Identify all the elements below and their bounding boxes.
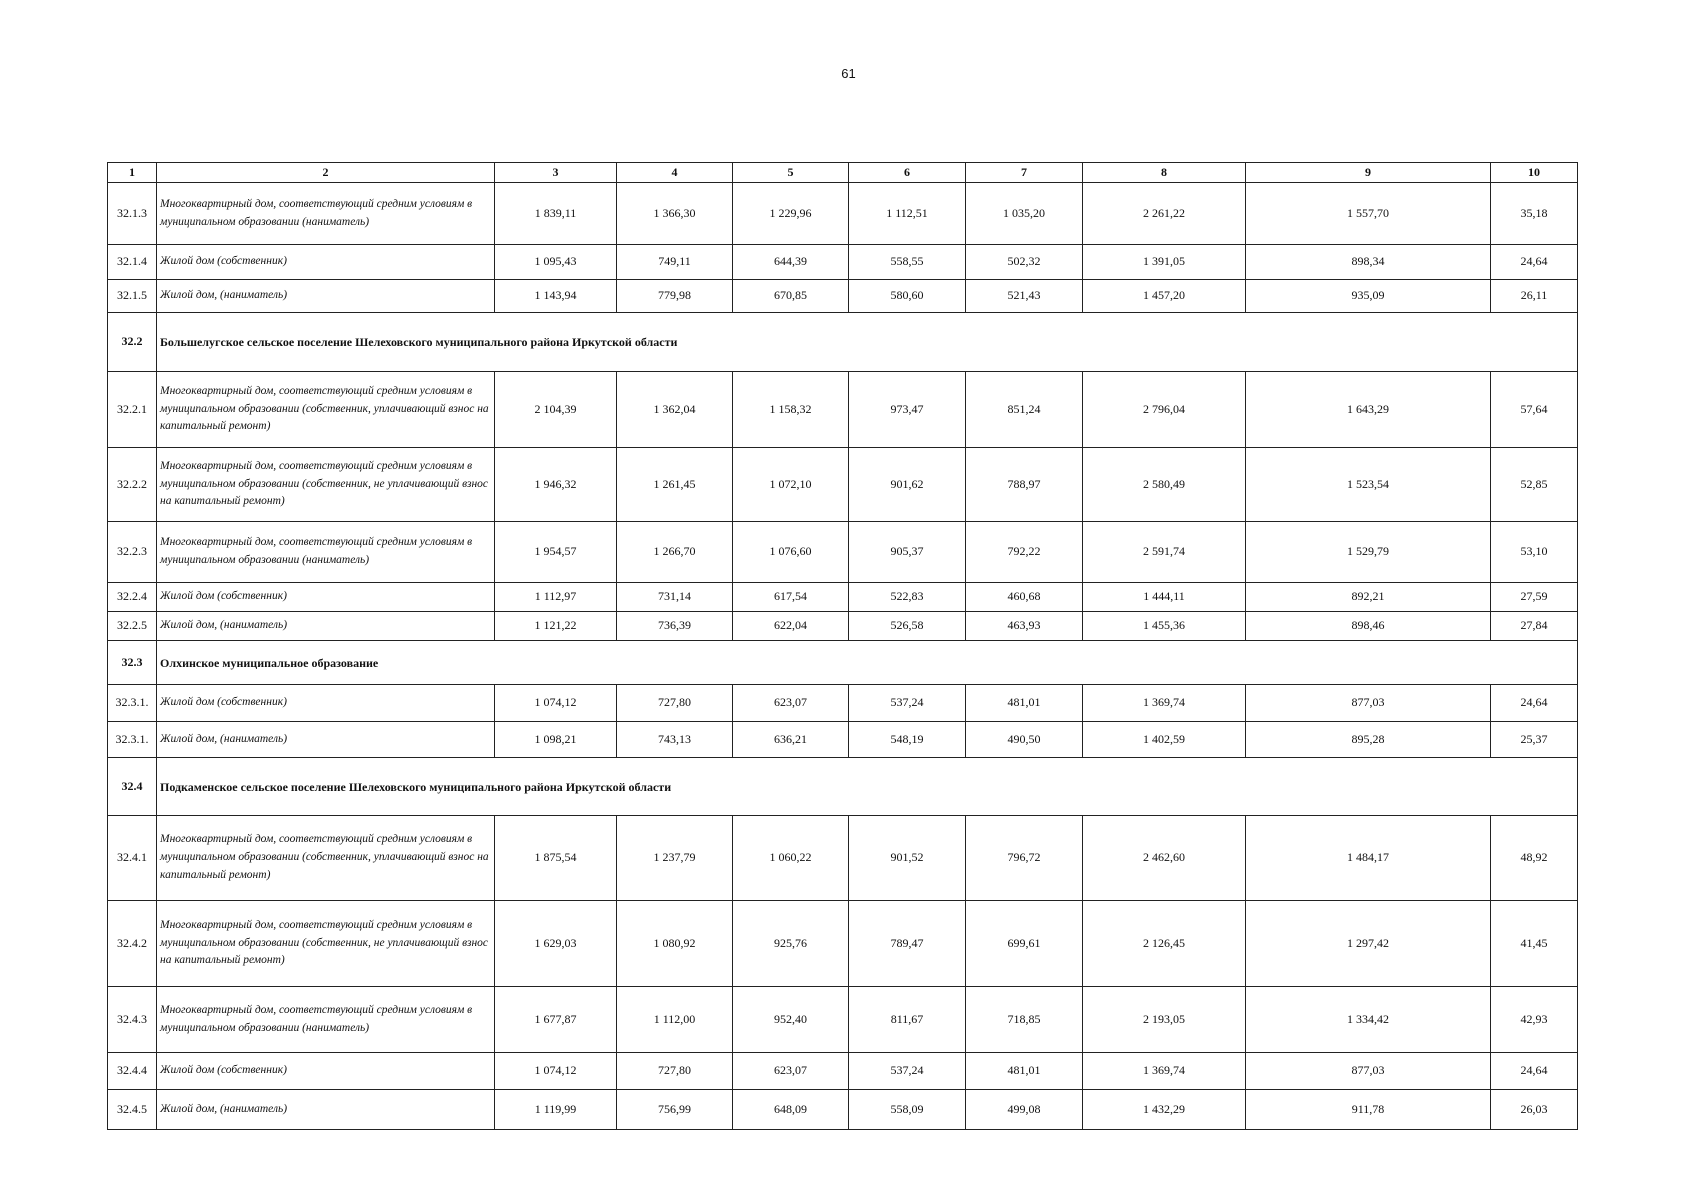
value-cell: 1 072,10 [733,448,849,522]
section-row [108,313,1578,372]
row-code: 32.4.5 [108,1090,157,1130]
value-cell: 877,03 [1246,1053,1491,1090]
value-cell: 26,11 [1491,280,1578,313]
row-code: 32.2.1 [108,372,157,448]
value-cell: 895,28 [1246,722,1491,758]
value-cell: 727,80 [617,685,733,722]
value-cell: 1 677,87 [495,987,617,1053]
table-row [108,280,1578,313]
value-cell: 526,58 [849,612,966,641]
table-row [108,987,1578,1053]
value-cell: 1 369,74 [1083,1053,1246,1090]
value-cell: 1 095,43 [495,245,617,280]
table-row [108,816,1578,901]
value-cell: 1 098,21 [495,722,617,758]
section-row [108,758,1578,816]
row-description: Жилой дом, (наниматель) [157,612,495,641]
row-description: Многоквартирный дом, соответствующий средним условиям в муниципальном образовании (наниматель) [157,987,495,1053]
column-header: 3 [495,163,617,183]
row-code: 32.2.3 [108,522,157,583]
table-row [108,583,1578,612]
section-name: Олхинское муниципальное образование [157,641,1578,685]
column-header: 1 [108,163,157,183]
value-cell: 35,18 [1491,183,1578,245]
value-cell: 24,64 [1491,685,1578,722]
value-cell: 644,39 [733,245,849,280]
row-description: Многоквартирный дом, соответствующий средним условиям в муниципальном образовании (собственник, уплачивающий взнос на капитальный ремонт) [157,372,495,448]
value-cell: 1 112,00 [617,987,733,1053]
value-cell: 736,39 [617,612,733,641]
table-row [108,372,1578,448]
value-cell: 2 261,22 [1083,183,1246,245]
value-cell: 2 193,05 [1083,987,1246,1053]
value-cell: 460,68 [966,583,1083,612]
value-cell: 502,32 [966,245,1083,280]
table-row [108,183,1578,245]
value-cell: 617,54 [733,583,849,612]
row-description: Многоквартирный дом, соответствующий средним условиям в муниципальном образовании (собственник, уплачивающий взнос на капитальный ремонт) [157,816,495,901]
value-cell: 1 366,30 [617,183,733,245]
section-name: Большелугское сельское поселение Шелеховского муниципального района Иркутской области [157,313,1578,372]
value-cell: 622,04 [733,612,849,641]
value-cell: 1 035,20 [966,183,1083,245]
value-cell: 1 643,29 [1246,372,1491,448]
column-header: 10 [1491,163,1578,183]
value-cell: 537,24 [849,685,966,722]
column-header: 4 [617,163,733,183]
value-cell: 2 796,04 [1083,372,1246,448]
value-cell: 558,55 [849,245,966,280]
value-cell: 1 080,92 [617,901,733,987]
value-cell: 727,80 [617,1053,733,1090]
value-cell: 811,67 [849,987,966,1053]
value-cell: 499,08 [966,1090,1083,1130]
value-cell: 48,92 [1491,816,1578,901]
value-cell: 1 457,20 [1083,280,1246,313]
value-cell: 1 369,74 [1083,685,1246,722]
row-code: 32.1.3 [108,183,157,245]
value-cell: 1 074,12 [495,685,617,722]
value-cell: 1 444,11 [1083,583,1246,612]
value-cell: 42,93 [1491,987,1578,1053]
value-cell: 623,07 [733,1053,849,1090]
value-cell: 1 266,70 [617,522,733,583]
value-cell: 636,21 [733,722,849,758]
row-description: Жилой дом, (наниматель) [157,1090,495,1130]
value-cell: 1 523,54 [1246,448,1491,522]
value-cell: 718,85 [966,987,1083,1053]
table-row [108,522,1578,583]
row-description: Жилой дом (собственник) [157,1053,495,1090]
table-body [108,183,1578,1130]
value-cell: 1 076,60 [733,522,849,583]
column-header: 6 [849,163,966,183]
value-cell: 490,50 [966,722,1083,758]
value-cell: 699,61 [966,901,1083,987]
row-code: 32.4.2 [108,901,157,987]
value-cell: 1 946,32 [495,448,617,522]
row-code: 32.1.4 [108,245,157,280]
row-code: 32.2 [108,313,157,372]
row-description: Многоквартирный дом, соответствующий средним условиям в муниципальном образовании (собственник, не уплачивающий взнос на капитальный ремонт) [157,901,495,987]
value-cell: 792,22 [966,522,1083,583]
value-cell: 53,10 [1491,522,1578,583]
value-cell: 1 119,99 [495,1090,617,1130]
value-cell: 1 112,51 [849,183,966,245]
value-cell: 1 074,12 [495,1053,617,1090]
row-code: 32.3.1. [108,722,157,758]
value-cell: 41,45 [1491,901,1578,987]
value-cell: 1 297,42 [1246,901,1491,987]
value-cell: 1 557,70 [1246,183,1491,245]
value-cell: 1 158,32 [733,372,849,448]
value-cell: 1 402,59 [1083,722,1246,758]
value-cell: 731,14 [617,583,733,612]
row-description: Многоквартирный дом, соответствующий средним условиям в муниципальном образовании (наниматель) [157,522,495,583]
table-row [108,245,1578,280]
row-code: 32.3 [108,641,157,685]
row-description: Жилой дом, (наниматель) [157,722,495,758]
column-header: 8 [1083,163,1246,183]
value-cell: 1 229,96 [733,183,849,245]
value-cell: 481,01 [966,1053,1083,1090]
value-cell: 743,13 [617,722,733,758]
row-description: Жилой дом (собственник) [157,245,495,280]
row-code: 32.3.1. [108,685,157,722]
value-cell: 623,07 [733,685,849,722]
value-cell: 892,21 [1246,583,1491,612]
tariff-table [107,162,1578,1130]
page-number: 61 [841,66,856,81]
header-row [108,163,1578,183]
value-cell: 756,99 [617,1090,733,1130]
value-cell: 481,01 [966,685,1083,722]
value-cell: 1 839,11 [495,183,617,245]
value-cell: 548,19 [849,722,966,758]
value-cell: 898,46 [1246,612,1491,641]
value-cell: 2 591,74 [1083,522,1246,583]
value-cell: 1 112,97 [495,583,617,612]
value-cell: 463,93 [966,612,1083,641]
row-description: Многоквартирный дом, соответствующий средним условиям в муниципальном образовании (наниматель) [157,183,495,245]
row-description: Многоквартирный дом, соответствующий средним условиям в муниципальном образовании (собственник, не уплачивающий взнос на капитальный ремонт) [157,448,495,522]
value-cell: 1 362,04 [617,372,733,448]
value-cell: 905,37 [849,522,966,583]
value-cell: 1 629,03 [495,901,617,987]
row-code: 32.2.2 [108,448,157,522]
value-cell: 1 391,05 [1083,245,1246,280]
value-cell: 749,11 [617,245,733,280]
value-cell: 1 529,79 [1246,522,1491,583]
value-cell: 1 455,36 [1083,612,1246,641]
row-code: 32.4 [108,758,157,816]
value-cell: 648,09 [733,1090,849,1130]
value-cell: 2 462,60 [1083,816,1246,901]
value-cell: 2 580,49 [1083,448,1246,522]
value-cell: 1 121,22 [495,612,617,641]
value-cell: 1 060,22 [733,816,849,901]
value-cell: 52,85 [1491,448,1578,522]
value-cell: 779,98 [617,280,733,313]
value-cell: 670,85 [733,280,849,313]
row-code: 32.1.5 [108,280,157,313]
column-header: 5 [733,163,849,183]
value-cell: 788,97 [966,448,1083,522]
row-description: Жилой дом (собственник) [157,583,495,612]
table-row [108,1053,1578,1090]
column-header: 2 [157,163,495,183]
value-cell: 25,37 [1491,722,1578,758]
value-cell: 952,40 [733,987,849,1053]
value-cell: 851,24 [966,372,1083,448]
row-code: 32.2.5 [108,612,157,641]
value-cell: 925,76 [733,901,849,987]
value-cell: 1 334,42 [1246,987,1491,1053]
section-name: Подкаменское сельское поселение Шелеховского муниципального района Иркутской области [157,758,1578,816]
value-cell: 27,59 [1491,583,1578,612]
value-cell: 973,47 [849,372,966,448]
value-cell: 935,09 [1246,280,1491,313]
row-code: 32.4.4 [108,1053,157,1090]
table-row [108,612,1578,641]
value-cell: 1 432,29 [1083,1090,1246,1130]
value-cell: 2 126,45 [1083,901,1246,987]
value-cell: 789,47 [849,901,966,987]
value-cell: 537,24 [849,1053,966,1090]
value-cell: 2 104,39 [495,372,617,448]
value-cell: 26,03 [1491,1090,1578,1130]
value-cell: 521,43 [966,280,1083,313]
value-cell: 1 261,45 [617,448,733,522]
value-cell: 901,52 [849,816,966,901]
table-row [108,685,1578,722]
value-cell: 558,09 [849,1090,966,1130]
table-row [108,448,1578,522]
value-cell: 24,64 [1491,245,1578,280]
value-cell: 1 237,79 [617,816,733,901]
value-cell: 27,84 [1491,612,1578,641]
value-cell: 1 484,17 [1246,816,1491,901]
row-code: 32.4.1 [108,816,157,901]
value-cell: 1 875,54 [495,816,617,901]
section-row [108,641,1578,685]
row-code: 32.4.3 [108,987,157,1053]
value-cell: 522,83 [849,583,966,612]
value-cell: 898,34 [1246,245,1491,280]
column-header: 7 [966,163,1083,183]
column-header: 9 [1246,163,1491,183]
value-cell: 580,60 [849,280,966,313]
value-cell: 1 143,94 [495,280,617,313]
tariff-table-wrapper [107,162,1577,1130]
value-cell: 911,78 [1246,1090,1491,1130]
table-row [108,1090,1578,1130]
row-description: Жилой дом (собственник) [157,685,495,722]
table-row [108,901,1578,987]
table-row [108,722,1578,758]
row-description: Жилой дом, (наниматель) [157,280,495,313]
value-cell: 796,72 [966,816,1083,901]
row-code: 32.2.4 [108,583,157,612]
value-cell: 57,64 [1491,372,1578,448]
value-cell: 1 954,57 [495,522,617,583]
value-cell: 877,03 [1246,685,1491,722]
value-cell: 24,64 [1491,1053,1578,1090]
value-cell: 901,62 [849,448,966,522]
